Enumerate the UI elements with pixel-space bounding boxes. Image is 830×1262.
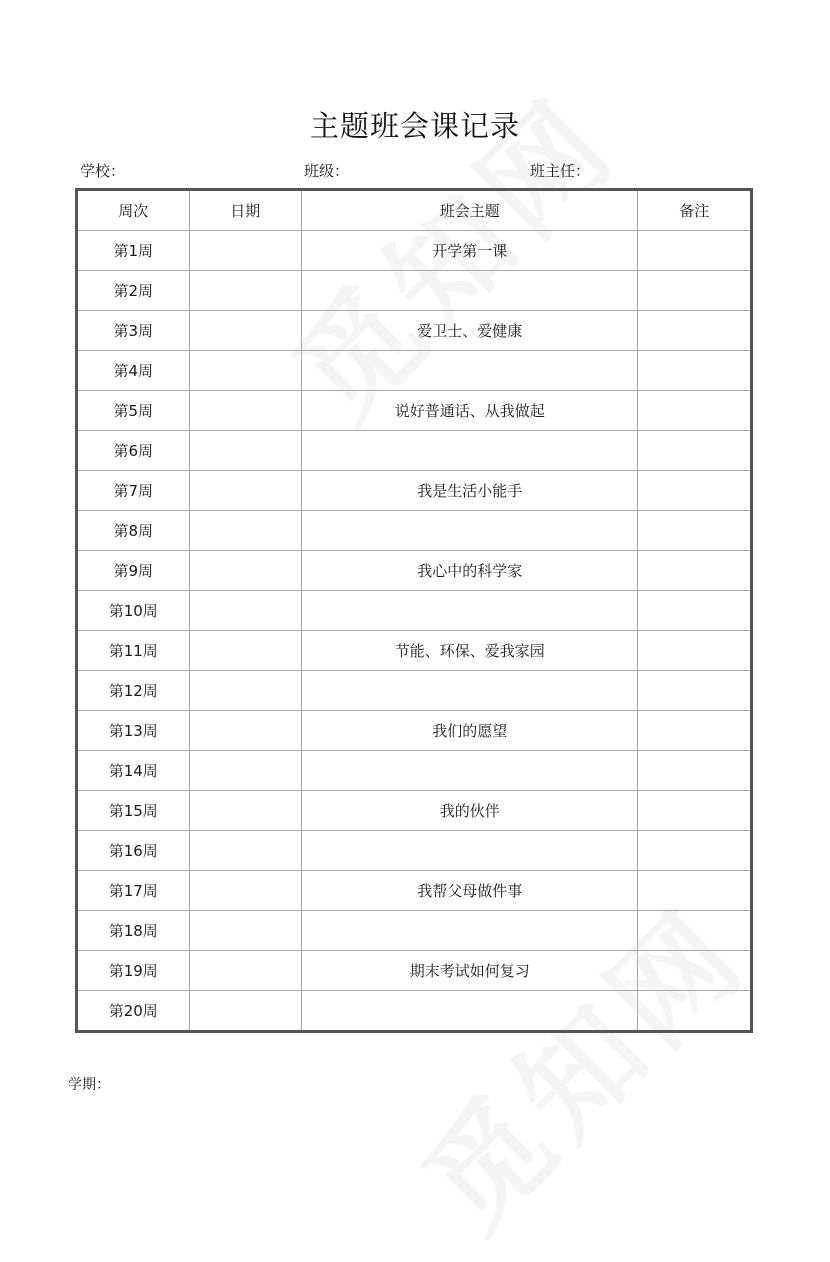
topic-cell[interactable]: 我帮父母做件事 — [302, 871, 638, 911]
date-cell[interactable] — [189, 951, 302, 991]
week-cell: 第11周 — [77, 631, 190, 671]
notes-cell[interactable] — [638, 631, 752, 671]
date-cell[interactable] — [189, 911, 302, 951]
week-cell: 第20周 — [77, 991, 190, 1032]
notes-cell[interactable] — [638, 271, 752, 311]
column-header-notes: 备注 — [638, 190, 752, 231]
table-row — [77, 951, 752, 991]
topic-cell[interactable]: 说好普通话、从我做起 — [302, 391, 638, 431]
date-cell[interactable] — [189, 511, 302, 551]
table-row — [77, 631, 752, 671]
notes-cell[interactable] — [638, 431, 752, 471]
week-cell: 第18周 — [77, 911, 190, 951]
date-cell[interactable] — [189, 711, 302, 751]
week-cell: 第3周 — [77, 311, 190, 351]
notes-cell[interactable] — [638, 791, 752, 831]
topic-cell[interactable] — [302, 751, 638, 791]
date-cell[interactable] — [189, 471, 302, 511]
date-cell[interactable] — [189, 551, 302, 591]
week-cell: 第6周 — [77, 431, 190, 471]
week-cell: 第15周 — [77, 791, 190, 831]
table-row — [77, 871, 752, 911]
notes-cell[interactable] — [638, 831, 752, 871]
notes-cell[interactable] — [638, 551, 752, 591]
date-cell[interactable] — [189, 871, 302, 911]
notes-cell[interactable] — [638, 391, 752, 431]
week-cell: 第5周 — [77, 391, 190, 431]
date-cell[interactable] — [189, 231, 302, 271]
week-cell: 第10周 — [77, 591, 190, 631]
table-row — [77, 351, 752, 391]
table-header-row — [77, 190, 752, 231]
topic-cell[interactable]: 我心中的科学家 — [302, 551, 638, 591]
topic-cell[interactable]: 期末考试如何复习 — [302, 951, 638, 991]
topic-cell[interactable]: 我们的愿望 — [302, 711, 638, 751]
week-cell: 第4周 — [77, 351, 190, 391]
date-cell[interactable] — [189, 391, 302, 431]
week-cell: 第12周 — [77, 671, 190, 711]
term-field-label: 学期： — [68, 1077, 110, 1093]
week-cell: 第8周 — [77, 511, 190, 551]
topic-cell[interactable]: 我的伙伴 — [302, 791, 638, 831]
table-row — [77, 591, 752, 631]
column-header-topic: 班会主题 — [302, 190, 638, 231]
notes-cell[interactable] — [638, 871, 752, 911]
column-header-week: 周次 — [77, 190, 190, 231]
table-row — [77, 991, 752, 1032]
notes-cell[interactable] — [638, 591, 752, 631]
notes-cell[interactable] — [638, 991, 752, 1032]
date-cell[interactable] — [189, 311, 302, 351]
week-cell: 第13周 — [77, 711, 190, 751]
topic-cell[interactable] — [302, 351, 638, 391]
table-row — [77, 551, 752, 591]
topic-cell[interactable] — [302, 511, 638, 551]
week-cell: 第14周 — [77, 751, 190, 791]
date-cell[interactable] — [189, 271, 302, 311]
notes-cell[interactable] — [638, 711, 752, 751]
table-row — [77, 231, 752, 271]
notes-cell[interactable] — [638, 471, 752, 511]
notes-cell[interactable] — [638, 231, 752, 271]
week-cell: 第16周 — [77, 831, 190, 871]
topic-cell[interactable] — [302, 271, 638, 311]
date-cell[interactable] — [189, 751, 302, 791]
week-cell: 第7周 — [77, 471, 190, 511]
notes-cell[interactable] — [638, 311, 752, 351]
date-cell[interactable] — [189, 791, 302, 831]
column-header-date: 日期 — [189, 190, 302, 231]
date-cell[interactable] — [189, 591, 302, 631]
topic-cell[interactable] — [302, 831, 638, 871]
topic-cell[interactable]: 我是生活小能手 — [302, 471, 638, 511]
topic-cell[interactable] — [302, 991, 638, 1032]
topic-cell[interactable]: 节能、环保、爱我家园 — [302, 631, 638, 671]
notes-cell[interactable] — [638, 951, 752, 991]
table-row — [77, 751, 752, 791]
week-cell: 第2周 — [77, 271, 190, 311]
topic-cell[interactable] — [302, 671, 638, 711]
date-cell[interactable] — [189, 991, 302, 1032]
week-cell: 第1周 — [77, 231, 190, 271]
date-cell[interactable] — [189, 431, 302, 471]
notes-cell[interactable] — [638, 511, 752, 551]
topic-cell[interactable] — [302, 431, 638, 471]
table-row — [77, 671, 752, 711]
topic-cell[interactable]: 开学第一课 — [302, 231, 638, 271]
table-row — [77, 311, 752, 351]
table-row — [77, 391, 752, 431]
table-row — [77, 431, 752, 471]
school-field-label: 学校： — [80, 162, 126, 180]
week-cell: 第19周 — [77, 951, 190, 991]
topic-cell[interactable]: 爱卫士、爱健康 — [302, 311, 638, 351]
week-cell: 第9周 — [77, 551, 190, 591]
table-row — [77, 471, 752, 511]
notes-cell[interactable] — [638, 351, 752, 391]
class-field-label: 班级： — [304, 162, 350, 180]
table-row — [77, 791, 752, 831]
table-row — [77, 911, 752, 951]
table-row — [77, 711, 752, 751]
topic-cell[interactable] — [302, 911, 638, 951]
week-cell: 第17周 — [77, 871, 190, 911]
table-body — [77, 231, 752, 1032]
notes-cell[interactable] — [638, 751, 752, 791]
date-cell[interactable] — [189, 631, 302, 671]
table-row — [77, 831, 752, 871]
date-cell[interactable] — [189, 671, 302, 711]
teacher-field-label: 班主任： — [530, 162, 591, 180]
date-cell[interactable] — [189, 351, 302, 391]
table-row — [77, 511, 752, 551]
topic-cell[interactable] — [302, 591, 638, 631]
notes-cell[interactable] — [638, 911, 752, 951]
class-meeting-record-table — [75, 188, 753, 1033]
page-title: 主题班会课记录 — [309, 109, 520, 143]
notes-cell[interactable] — [638, 671, 752, 711]
table-row — [77, 271, 752, 311]
date-cell[interactable] — [189, 831, 302, 871]
